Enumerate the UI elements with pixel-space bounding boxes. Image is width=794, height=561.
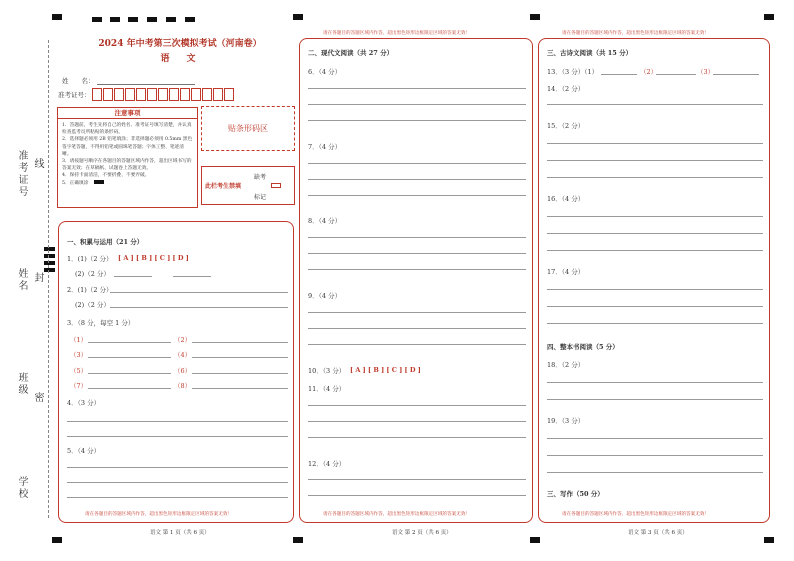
q1-1-label: 1．(1)（2 分）	[67, 255, 113, 263]
absent-label: 此栏考生禁填	[205, 183, 242, 190]
registration-mark	[530, 537, 540, 543]
q3-blank-5-label: （5）	[70, 367, 88, 375]
q13-label: 13．（3 分）（1）	[547, 68, 599, 76]
q15-label: 15．（2 分）	[547, 122, 585, 130]
q3-blank-1[interactable]	[88, 342, 171, 343]
registration-mark	[128, 17, 138, 22]
answer-line[interactable]	[308, 195, 526, 196]
q3-blank-7[interactable]	[88, 388, 171, 389]
q2-2-line[interactable]	[110, 307, 288, 308]
q3-blank-6-label: （6）	[174, 367, 192, 375]
q19-label: 19．（3 分）	[547, 417, 585, 425]
barcode-area	[201, 106, 295, 151]
answer-line[interactable]	[67, 421, 288, 422]
registration-mark	[52, 14, 62, 20]
page1-warning: 请在各题目的答题区域内作答，超出黑色矩形边框限定区域的答案无效！	[85, 512, 233, 517]
q7-label: 7．（4 分）	[308, 143, 342, 151]
answer-line[interactable]	[547, 143, 763, 144]
q2-2-label: (2)（2 分）	[75, 301, 110, 309]
q5-label: 5．（4 分）	[67, 447, 101, 455]
q3-blank-1-label: （1）	[70, 336, 88, 344]
notice-item: 2．选择题必须用 2B 铅笔填涂；非选择题必须用 0.5mm 黑色签字笔答题，不得用铅笔或圆珠笔答题；字体工整、笔迹清晰。	[62, 137, 193, 157]
q3-blank-3[interactable]	[88, 357, 171, 358]
binding-name-label: 姓名	[16, 268, 27, 292]
notice-item: 3．请按题号顺序在各题目的答题区域内作答，超出区域书写的答案无效；在草稿纸、试题卷上答题无效。	[62, 159, 192, 172]
absent-bottom: 标记	[254, 194, 267, 201]
page2-warning-top: 请在各题目的答题区域内作答，超出黑色矩形边框限定区域的答案无效！	[323, 31, 471, 36]
student-id-grid[interactable]	[92, 88, 242, 101]
registration-mark	[166, 17, 176, 22]
answer-line[interactable]	[308, 421, 526, 422]
q13-blank-2-label: （2）	[640, 68, 658, 76]
registration-mark	[52, 537, 62, 543]
answer-line[interactable]	[308, 179, 526, 180]
answer-line[interactable]	[308, 120, 526, 121]
q3-blank-5[interactable]	[88, 373, 171, 374]
answer-line[interactable]	[547, 306, 763, 307]
answer-line[interactable]	[308, 269, 526, 270]
answer-line[interactable]	[547, 250, 763, 251]
page2-answer-frame	[299, 38, 533, 523]
absent-top: 缺考	[254, 174, 267, 181]
q3-blank-4-label: （4）	[174, 351, 192, 359]
answer-line[interactable]	[547, 438, 763, 439]
q16-label: 16．（4 分）	[547, 195, 585, 203]
q1-2-blank-a[interactable]	[114, 276, 152, 277]
q4-label: 4．（3 分）	[67, 399, 101, 407]
answer-line[interactable]	[308, 163, 526, 164]
answer-line[interactable]	[547, 399, 763, 400]
q3-blank-2[interactable]	[192, 342, 288, 343]
q2-1-label: 2．(1)（2 分）	[67, 286, 113, 294]
student-name-field[interactable]	[97, 84, 195, 85]
answer-line[interactable]	[547, 104, 763, 105]
answer-line[interactable]	[547, 382, 763, 383]
answer-line[interactable]	[547, 233, 763, 234]
q1-2-label: (2)（2 分）	[75, 270, 110, 278]
page2-footer: 语文 第 2 页（共 6 页）	[392, 530, 452, 536]
registration-mark	[92, 17, 102, 22]
section-4-title: 四、整本书阅读（5 分）	[547, 343, 619, 351]
section-5-title: 三、写作（50 分）	[547, 490, 604, 498]
binding-line	[48, 40, 49, 518]
q10-label: 10．（3 分）	[308, 367, 346, 375]
student-name-label: 姓 名：	[62, 77, 95, 85]
answer-line[interactable]	[67, 467, 288, 468]
binding-school-label: 学校	[16, 476, 27, 500]
q2-1-line[interactable]	[110, 292, 288, 293]
answer-line[interactable]	[67, 436, 288, 437]
q1-2-blank-b[interactable]	[173, 276, 211, 277]
absent-box	[201, 166, 295, 205]
exam-title: 2024 年中考第三次模拟考试（河南卷）	[98, 39, 262, 49]
barcode-label: 贴条形码区	[228, 124, 268, 133]
binding-class-label: 班级	[16, 372, 27, 396]
page1-footer: 语文 第 1 页（共 6 页）	[150, 530, 210, 536]
q3-label: 3．（8 分，每空 1 分）	[67, 319, 135, 327]
section-1-title: 一、积累与运用（21 分）	[67, 238, 144, 246]
side-mark	[44, 254, 55, 258]
absent-checkbox[interactable]	[271, 183, 281, 188]
q13-blank-3[interactable]	[713, 74, 759, 75]
side-mark	[44, 247, 55, 251]
section-2-title: 二、现代文阅读（共 27 分）	[308, 49, 394, 57]
answer-line[interactable]	[547, 323, 763, 324]
notice-title: 注意事项	[58, 108, 197, 119]
answer-line[interactable]	[308, 253, 526, 254]
answer-line[interactable]	[308, 344, 526, 345]
binding-secret-char: 密	[32, 392, 43, 404]
registration-mark	[293, 14, 303, 20]
answer-line[interactable]	[308, 104, 526, 105]
notice-item: 4．保持卡面清洁，不要折叠、不要弄破。	[62, 173, 150, 179]
q3-blank-4[interactable]	[192, 357, 288, 358]
registration-mark	[530, 14, 540, 20]
q3-blank-8-label: （8）	[174, 382, 192, 390]
binding-seal-char: 封	[32, 272, 43, 284]
answer-line[interactable]	[308, 479, 526, 480]
answer-line[interactable]	[547, 472, 763, 473]
notice-box	[57, 107, 198, 208]
q3-blank-7-label: （7）	[70, 382, 88, 390]
page3-footer: 语文 第 3 页（共 6 页）	[628, 530, 688, 536]
answer-line[interactable]	[67, 497, 288, 498]
page3-warning-bottom: 请在各题目的答题区域内作答，超出黑色矩形边框限定区域的答案无效！	[562, 512, 710, 517]
answer-line[interactable]	[308, 405, 526, 406]
answer-line[interactable]	[308, 88, 526, 89]
q13-blank-2[interactable]	[656, 74, 696, 75]
q6-label: 6．（4 分）	[308, 68, 342, 76]
q3-blank-2-label: （2）	[174, 336, 192, 344]
answer-line[interactable]	[308, 312, 526, 313]
q9-label: 9．（4 分）	[308, 292, 342, 300]
answer-line[interactable]	[308, 328, 526, 329]
q10-choices[interactable]: [ A ] [ B ] [ C ] [ D ]	[350, 366, 421, 374]
notice-item: 5．正确填涂	[62, 180, 89, 186]
q3-blank-8[interactable]	[192, 388, 288, 389]
registration-mark	[764, 14, 774, 20]
answer-line[interactable]	[547, 160, 763, 161]
answer-line[interactable]	[67, 482, 288, 483]
q3-blank-3-label: （3）	[70, 351, 88, 359]
page3-answer-frame	[538, 38, 770, 523]
answer-line[interactable]	[308, 437, 526, 438]
registration-mark	[110, 17, 120, 22]
answer-line[interactable]	[308, 495, 526, 496]
notice-item: 1．答题前，考生先将自己的姓名、准考证号填写清楚，并认真检查监考员所粘贴的条形码。	[62, 123, 192, 136]
answer-line[interactable]	[547, 455, 763, 456]
student-id-label: 准考证号：	[58, 91, 91, 99]
answer-line[interactable]	[547, 177, 763, 178]
q11-label: 11．（4 分）	[308, 385, 346, 393]
q17-label: 17．（4 分）	[547, 268, 585, 276]
q14-label: 14．（2 分）	[547, 85, 585, 93]
page3-warning-top: 请在各题目的答题区域内作答，超出黑色矩形边框限定区域的答案无效！	[562, 31, 710, 36]
binding-id-label: 准考证号	[16, 150, 27, 198]
page2-warning-bottom: 请在各题目的答题区域内作答，超出黑色矩形边框限定区域的答案无效！	[323, 512, 471, 517]
side-mark	[44, 261, 55, 265]
q3-blank-6[interactable]	[192, 373, 288, 374]
q1-1-choices[interactable]: [ A ] [ B ] [ C ] [ D ]	[118, 254, 189, 262]
answer-line[interactable]	[547, 289, 763, 290]
q18-label: 18．（2 分）	[547, 361, 585, 369]
side-mark	[44, 268, 55, 272]
q8-label: 8．（4 分）	[308, 217, 342, 225]
q12-label: 12．（4 分）	[308, 460, 346, 468]
answer-line[interactable]	[308, 237, 526, 238]
registration-mark	[293, 537, 303, 543]
registration-mark	[185, 17, 195, 22]
section-3-title: 三、古诗文阅读（共 15 分）	[547, 49, 633, 57]
q13-blank-1[interactable]	[601, 74, 637, 75]
fill-sample-icon	[94, 180, 104, 184]
answer-line[interactable]	[547, 216, 763, 217]
registration-mark	[147, 17, 157, 22]
exam-subject: 语 文	[160, 54, 200, 64]
q13-blank-3-label: （3）	[697, 68, 715, 76]
registration-mark	[764, 537, 774, 543]
binding-line-char: 线	[32, 158, 43, 170]
